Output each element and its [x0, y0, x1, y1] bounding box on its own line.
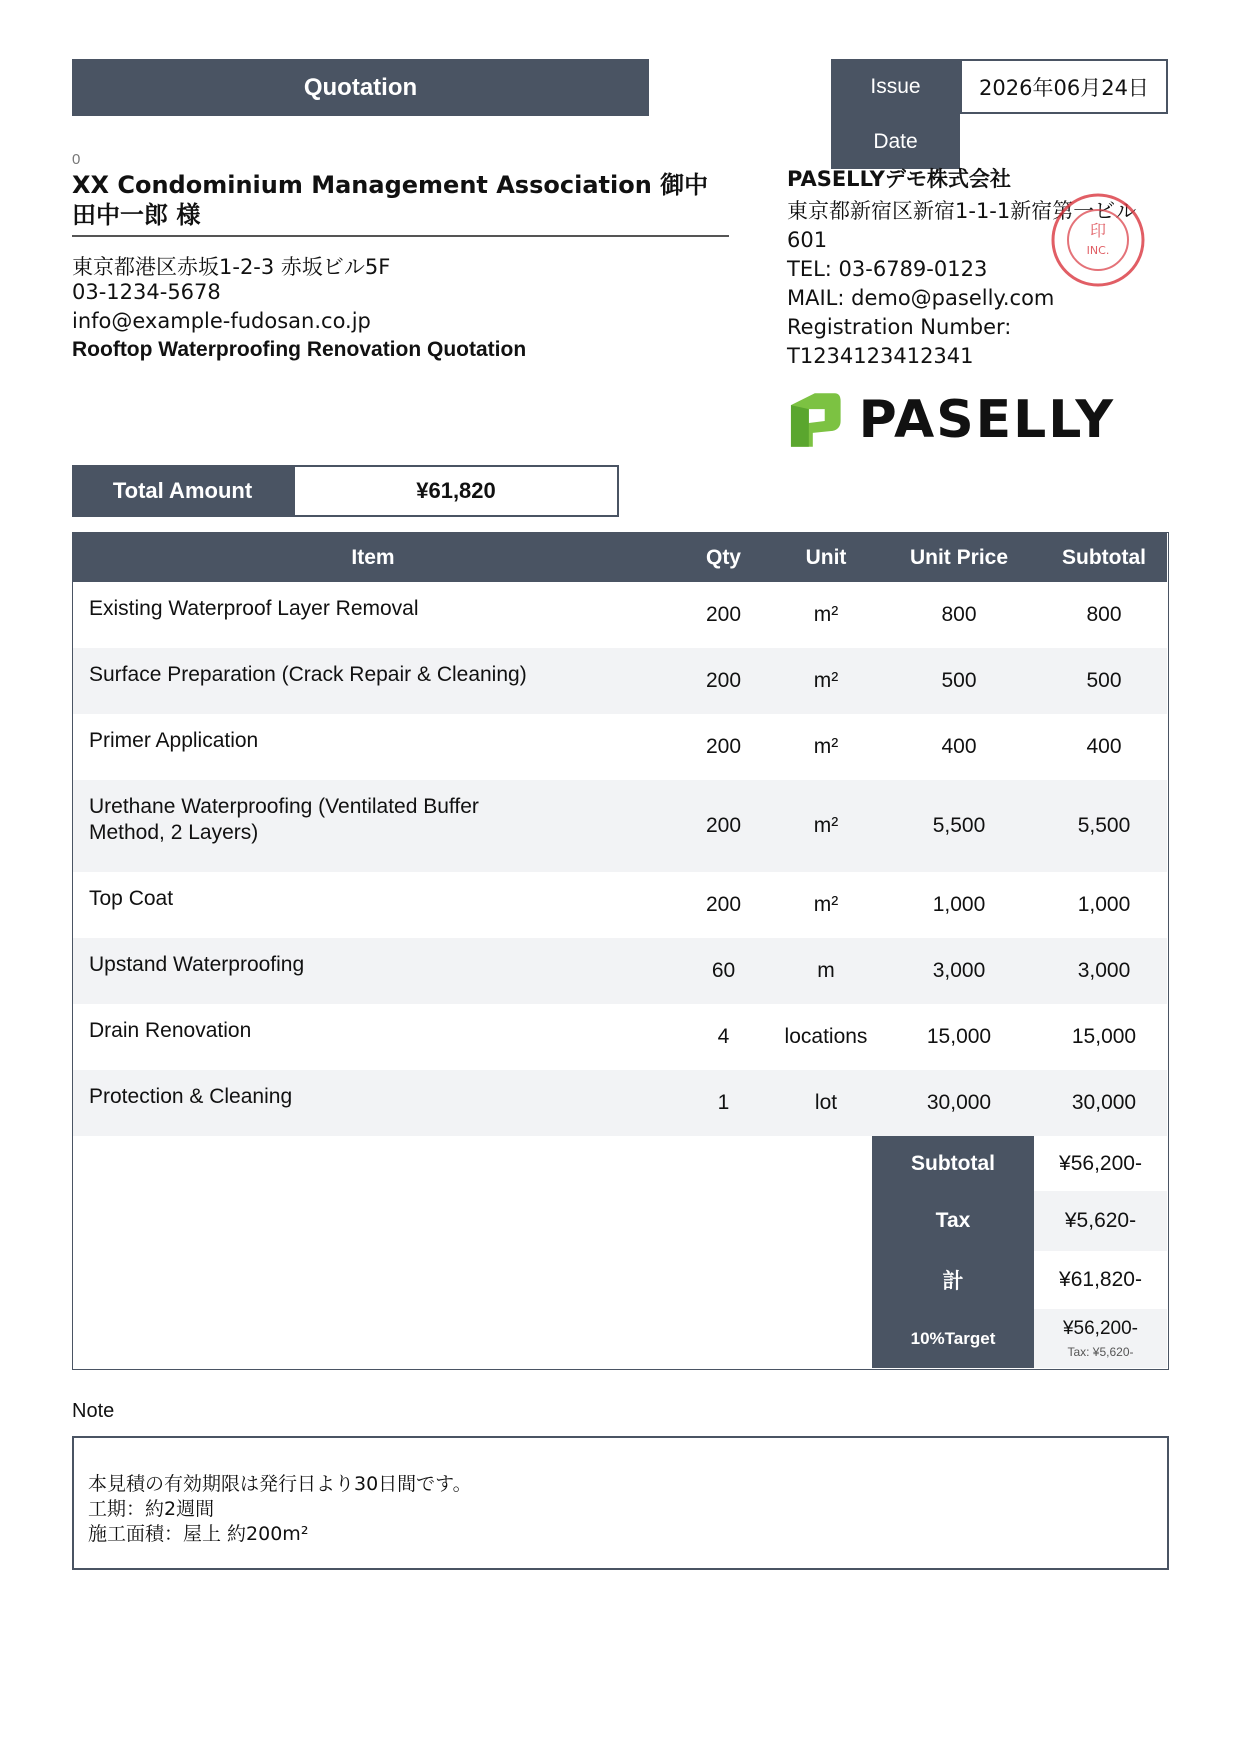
- row-item: Urethane Waterproofing (Ventilated Buffer Method, 2 Layers): [89, 795, 479, 844]
- row-unit-price: 800: [941, 603, 977, 626]
- quotation-subject: Rooftop Waterproofing Renovation Quotation: [72, 338, 527, 361]
- header-unit-price: Unit Price: [909, 545, 1009, 569]
- note-line: 施工面積：屋上 約200m²: [88, 1523, 309, 1545]
- row-unit-price: 15,000: [926, 1025, 992, 1048]
- row-item: Primer Application: [89, 729, 259, 752]
- row-qty: 4: [717, 1025, 730, 1048]
- logo-mark-icon: [785, 391, 841, 449]
- client-email: info@example-fudosan.co.jp: [72, 309, 371, 333]
- row-unit-price: 30,000: [926, 1091, 992, 1114]
- issue-date-label: [831, 59, 960, 169]
- summary-target-label: 10%Target: [872, 1309, 1034, 1368]
- table-row: [73, 872, 1167, 938]
- company-registration-label: Registration Number:: [787, 315, 1012, 339]
- header-subtotal: Subtotal: [1062, 545, 1146, 569]
- row-unit: m²: [813, 893, 839, 916]
- row-item: Top Coat: [89, 887, 174, 910]
- issue-label-line1: Issue: [870, 74, 921, 98]
- row-subtotal: 800: [1086, 603, 1122, 626]
- summary-total-label: 計: [872, 1251, 1034, 1309]
- note-label: Note: [72, 1400, 115, 1422]
- svg-text:INC.: INC.: [1086, 244, 1110, 257]
- row-unit-price: 3,000: [932, 959, 986, 982]
- row-subtotal: 1,000: [1077, 893, 1131, 916]
- issue-label-line2: Date: [873, 129, 918, 153]
- row-unit: m²: [813, 669, 839, 692]
- summary-tax-value: ¥5,620-: [1034, 1191, 1167, 1251]
- row-unit-price: 400: [941, 735, 977, 758]
- company-mail: MAIL: demo@paselly.com: [787, 286, 1055, 310]
- row-qty: 200: [705, 735, 742, 758]
- client-phone: 03-1234-5678: [72, 280, 221, 304]
- company-name: PASELLYデモ株式会社: [787, 167, 1011, 191]
- client-name: XX Condominium Management Association 御中 田中一郎 様: [72, 171, 709, 229]
- summary-subtotal-value: ¥56,200-: [1059, 1151, 1142, 1175]
- header-qty: Qty: [705, 545, 741, 569]
- company-tel: TEL: 03-6789-0123: [787, 257, 988, 281]
- note-box: [72, 1436, 1169, 1570]
- row-subtotal: 500: [1086, 669, 1122, 692]
- row-unit: lot: [814, 1091, 838, 1114]
- table-row: [73, 938, 1167, 1004]
- row-subtotal: 15,000: [1071, 1025, 1137, 1048]
- summary-target-value: ¥56,200-: [1062, 1318, 1138, 1339]
- header-item: Item: [351, 545, 395, 569]
- row-qty: 60: [711, 959, 736, 982]
- row-subtotal: 3,000: [1077, 959, 1131, 982]
- row-qty: 1: [717, 1091, 730, 1114]
- table-row: [73, 648, 1167, 714]
- total-amount-label: Total Amount: [72, 465, 293, 517]
- svg-text:印: 印: [1089, 221, 1107, 240]
- summary-subtotal-label: Subtotal: [872, 1136, 1034, 1191]
- table-row: [73, 582, 1167, 648]
- company-registration-number: T1234123412341: [787, 344, 974, 368]
- row-subtotal: 5,500: [1077, 814, 1131, 837]
- items-table: [72, 532, 1169, 1370]
- row-unit-price: 1,000: [932, 893, 986, 916]
- row-item: Upstand Waterproofing: [89, 953, 305, 976]
- header-unit: Unit: [805, 545, 847, 569]
- total-amount-value: ¥61,820: [293, 465, 619, 517]
- row-qty: 200: [705, 893, 742, 916]
- logo-wordmark: PASELLY: [858, 390, 1115, 450]
- client-divider: [72, 235, 729, 237]
- row-unit: m²: [813, 603, 839, 626]
- row-unit-price: 5,500: [932, 814, 986, 837]
- table-row: [73, 1070, 1167, 1136]
- document-title: Quotation: [72, 59, 649, 116]
- row-unit: m: [817, 959, 835, 982]
- row-item: Existing Waterproof Layer Removal: [89, 597, 419, 620]
- row-subtotal: 30,000: [1071, 1091, 1137, 1114]
- row-unit: m²: [813, 814, 839, 837]
- row-item: Drain Renovation: [89, 1019, 252, 1042]
- note-line: 工期：約2週間: [88, 1498, 215, 1520]
- company-address: 東京都新宿区新宿1-1-1新宿第一ビル601: [787, 199, 1137, 252]
- row-qty: 200: [705, 814, 742, 837]
- row-item: Surface Preparation (Crack Repair & Cleaning): [89, 663, 527, 686]
- table-row: [73, 780, 1167, 872]
- summary-tax-label: Tax: [872, 1191, 1034, 1251]
- note-line: 本見積の有効期限は発行日より30日間です。: [88, 1473, 472, 1495]
- row-unit: locations: [784, 1025, 868, 1048]
- row-item: Protection & Cleaning: [89, 1085, 293, 1108]
- company-logo: [785, 390, 1115, 450]
- table-header: [73, 533, 1167, 582]
- client-index: 0: [72, 151, 81, 168]
- company-seal-stamp: [1048, 190, 1148, 290]
- row-qty: 200: [705, 603, 742, 626]
- summary-total-value: ¥61,820-: [1059, 1268, 1142, 1291]
- table-row: [73, 1004, 1167, 1070]
- row-qty: 200: [705, 669, 742, 692]
- summary-target-tax: Tax: ¥5,620-: [1067, 1345, 1134, 1359]
- issue-date-value: 2026年06月24日: [960, 59, 1168, 114]
- table-row: [73, 714, 1167, 780]
- row-unit: m²: [813, 735, 839, 758]
- row-unit-price: 500: [941, 669, 977, 692]
- client-address: 東京都港区赤坂1-2-3 赤坂ビル5F: [72, 255, 391, 279]
- summary-target-cell: [1034, 1309, 1167, 1368]
- row-subtotal: 400: [1086, 735, 1122, 758]
